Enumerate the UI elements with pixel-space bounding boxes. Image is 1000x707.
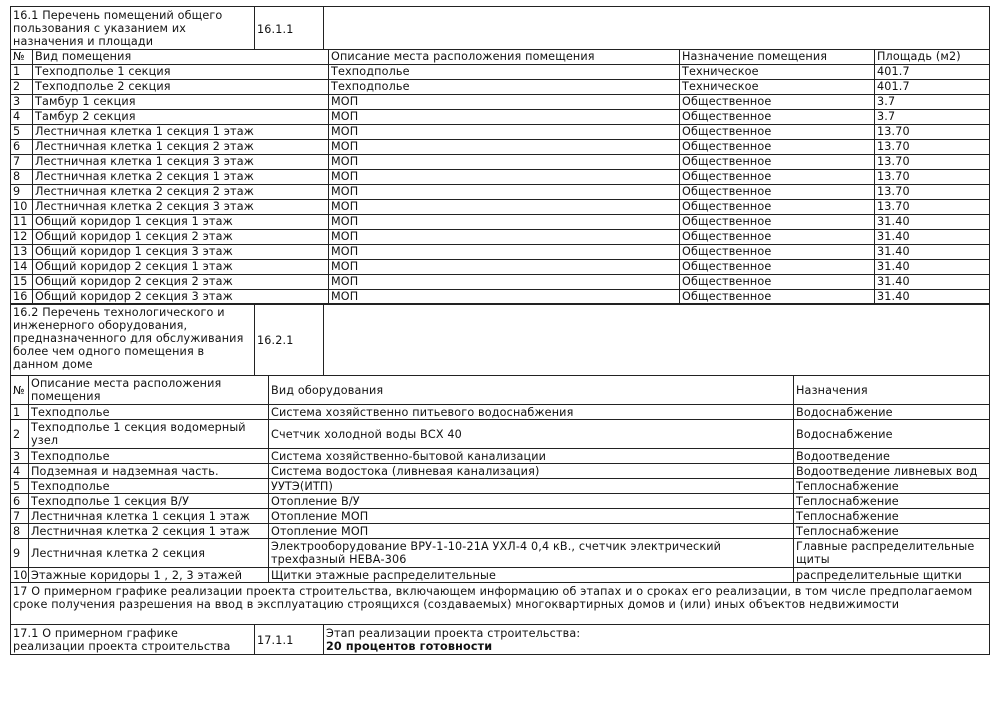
section-17-1 bbox=[10, 624, 990, 655]
room-area: 13.70 bbox=[875, 139, 990, 154]
room-location: МОП bbox=[329, 169, 680, 184]
col-header-location: Описание места расположения помещения bbox=[329, 49, 680, 64]
col-header-number: № bbox=[11, 376, 29, 405]
room-area: 13.70 bbox=[875, 184, 990, 199]
equipment-row bbox=[11, 494, 990, 509]
room-number: 11 bbox=[11, 214, 33, 229]
equipment-number: 1 bbox=[11, 405, 29, 420]
room-location: МОП bbox=[329, 274, 680, 289]
section-16-2-value bbox=[324, 304, 990, 376]
section-16-1-header bbox=[10, 6, 990, 50]
room-room-type: Лестничная клетка 1 секция 2 этаж bbox=[33, 139, 329, 154]
room-row bbox=[11, 214, 990, 229]
room-row bbox=[11, 79, 990, 94]
equipment-table-header bbox=[11, 376, 990, 405]
room-number: 15 bbox=[11, 274, 33, 289]
equipment-location: Лестничная клетка 2 секция bbox=[29, 539, 269, 568]
room-purpose: Общественное bbox=[680, 169, 875, 184]
room-purpose: Общественное bbox=[680, 94, 875, 109]
equipment-equipment-type: Система водостока (ливневая канализация) bbox=[269, 464, 794, 479]
room-row bbox=[11, 94, 990, 109]
room-row bbox=[11, 124, 990, 139]
room-purpose: Техническое bbox=[680, 64, 875, 79]
room-location: МОП bbox=[329, 229, 680, 244]
room-location: МОП bbox=[329, 154, 680, 169]
room-number: 9 bbox=[11, 184, 33, 199]
room-row bbox=[11, 259, 990, 274]
equipment-row bbox=[11, 509, 990, 524]
equipment-location: Лестничная клетка 1 секция 1 этаж bbox=[29, 509, 269, 524]
room-room-type: Лестничная клетка 1 секция 3 этаж bbox=[33, 154, 329, 169]
equipment-purpose: Водоотведение ливневых вод bbox=[794, 464, 990, 479]
room-purpose: Общественное bbox=[680, 109, 875, 124]
room-location: МОП bbox=[329, 244, 680, 259]
room-purpose: Общественное bbox=[680, 184, 875, 199]
room-number: 4 bbox=[11, 109, 33, 124]
room-row bbox=[11, 199, 990, 214]
room-number: 7 bbox=[11, 154, 33, 169]
room-location: МОП bbox=[329, 199, 680, 214]
room-number: 13 bbox=[11, 244, 33, 259]
room-location: МОП bbox=[329, 214, 680, 229]
room-area: 31.40 bbox=[875, 274, 990, 289]
equipment-equipment-type: УУТЭ(ИТП) bbox=[269, 479, 794, 494]
equipment-number: 3 bbox=[11, 449, 29, 464]
room-room-type: Лестничная клетка 1 секция 1 этаж bbox=[33, 124, 329, 139]
room-room-type: Лестничная клетка 2 секция 1 этаж bbox=[33, 169, 329, 184]
equipment-purpose: Теплоснабжение bbox=[794, 509, 990, 524]
room-row bbox=[11, 64, 990, 79]
equipment-number: 5 bbox=[11, 479, 29, 494]
equipment-location: Техподполье bbox=[29, 479, 269, 494]
section-16-1-title: 16.1 Перечень помещений общего пользования с указанием их назначения и площади bbox=[11, 7, 255, 50]
room-area: 13.70 bbox=[875, 154, 990, 169]
room-purpose: Общественное bbox=[680, 244, 875, 259]
room-purpose: Общественное bbox=[680, 259, 875, 274]
section-17 bbox=[10, 582, 990, 625]
disclosure-document bbox=[10, 6, 990, 655]
col-header-equipment-type: Вид оборудования bbox=[269, 376, 794, 405]
equipment-number: 9 bbox=[11, 539, 29, 568]
equipment-location: Этажные коридоры 1 , 2, 3 этажей bbox=[29, 568, 269, 583]
room-number: 1 bbox=[11, 64, 33, 79]
equipment-row bbox=[11, 449, 990, 464]
room-purpose: Общественное bbox=[680, 229, 875, 244]
equipment-row bbox=[11, 464, 990, 479]
equipment-purpose: Теплоснабжение bbox=[794, 524, 990, 539]
equipment-equipment-type: Отопление МОП bbox=[269, 524, 794, 539]
equipment-number: 8 bbox=[11, 524, 29, 539]
room-number: 12 bbox=[11, 229, 33, 244]
col-header-number: № bbox=[11, 49, 33, 64]
room-area: 13.70 bbox=[875, 199, 990, 214]
section-16-2-code: 16.2.1 bbox=[255, 304, 324, 376]
rooms-table-header bbox=[11, 49, 990, 64]
room-row bbox=[11, 109, 990, 124]
room-area: 31.40 bbox=[875, 259, 990, 274]
room-area: 401.7 bbox=[875, 79, 990, 94]
equipment-equipment-type: Щитки этажные распределительные bbox=[269, 568, 794, 583]
room-area: 31.40 bbox=[875, 214, 990, 229]
room-location: МОП bbox=[329, 259, 680, 274]
section-17-1-code: 17.1.1 bbox=[255, 624, 324, 654]
room-room-type: Общий коридор 1 секция 3 этаж bbox=[33, 244, 329, 259]
col-header-area: Площадь (м2) bbox=[875, 49, 990, 64]
room-purpose: Общественное bbox=[680, 199, 875, 214]
equipment-location: Лестничная клетка 2 секция 1 этаж bbox=[29, 524, 269, 539]
equipment-row bbox=[11, 524, 990, 539]
equipment-location: Техподполье 1 секция В/У bbox=[29, 494, 269, 509]
section-16-2-title: 16.2 Перечень технологического и инженерного оборудования, предназначенного для обслуживания более чем одного помещения в данном доме bbox=[11, 304, 255, 376]
room-area: 31.40 bbox=[875, 289, 990, 304]
room-area: 13.70 bbox=[875, 169, 990, 184]
room-row bbox=[11, 274, 990, 289]
room-area: 31.40 bbox=[875, 244, 990, 259]
equipment-number: 6 bbox=[11, 494, 29, 509]
room-room-type: Техподполье 1 секция bbox=[33, 64, 329, 79]
room-room-type: Тамбур 1 секция bbox=[33, 94, 329, 109]
equipment-row bbox=[11, 405, 990, 420]
room-row bbox=[11, 289, 990, 304]
room-row bbox=[11, 139, 990, 154]
room-number: 5 bbox=[11, 124, 33, 139]
equipment-purpose: распределительные щитки bbox=[794, 568, 990, 583]
room-purpose: Техническое bbox=[680, 79, 875, 94]
room-area: 31.40 bbox=[875, 229, 990, 244]
equipment-equipment-type: Отопление МОП bbox=[269, 509, 794, 524]
rooms-table bbox=[10, 49, 990, 305]
room-room-type: Общий коридор 2 секция 2 этаж bbox=[33, 274, 329, 289]
equipment-purpose: Водоснабжение bbox=[794, 405, 990, 420]
room-room-type: Тамбур 2 секция bbox=[33, 109, 329, 124]
equipment-number: 2 bbox=[11, 420, 29, 449]
room-number: 6 bbox=[11, 139, 33, 154]
equipment-purpose: Главные распределительные щиты bbox=[794, 539, 990, 568]
equipment-row bbox=[11, 420, 990, 449]
col-header-location: Описание места расположения помещения bbox=[29, 376, 269, 405]
equipment-purpose: Водоотведение bbox=[794, 449, 990, 464]
room-room-type: Общий коридор 2 секция 1 этаж bbox=[33, 259, 329, 274]
room-number: 16 bbox=[11, 289, 33, 304]
equipment-row bbox=[11, 539, 990, 568]
room-room-type: Техподполье 2 секция bbox=[33, 79, 329, 94]
room-room-type: Общий коридор 1 секция 1 этаж bbox=[33, 214, 329, 229]
section-16-1-value bbox=[324, 7, 990, 50]
room-room-type: Общий коридор 2 секция 3 этаж bbox=[33, 289, 329, 304]
room-purpose: Общественное bbox=[680, 154, 875, 169]
equipment-equipment-type: Система хозяйственно-бытовой канализации bbox=[269, 449, 794, 464]
equipment-row bbox=[11, 568, 990, 583]
room-number: 2 bbox=[11, 79, 33, 94]
stage-value: 20 процентов готовности bbox=[326, 639, 493, 653]
equipment-equipment-type: Отопление В/У bbox=[269, 494, 794, 509]
room-location: МОП bbox=[329, 124, 680, 139]
room-row bbox=[11, 169, 990, 184]
col-header-room-type: Вид помещения bbox=[33, 49, 329, 64]
section-17-title: 17 О примерном графике реализации проекта строительства, включающем информацию об этапах и о сроках его реализации, в том числе предполагаемом сроке получения разрешения на ввод в эксплуатацию строящихся (создаваемых) многоквартирных домов и (или) иных объектов недвижимости bbox=[11, 582, 990, 624]
equipment-equipment-type: Система хозяйственно питьевого водоснабжения bbox=[269, 405, 794, 420]
room-row bbox=[11, 154, 990, 169]
equipment-purpose: Теплоснабжение bbox=[794, 479, 990, 494]
room-purpose: Общественное bbox=[680, 289, 875, 304]
room-purpose: Общественное bbox=[680, 214, 875, 229]
section-16-2-header bbox=[10, 303, 990, 376]
room-area: 13.70 bbox=[875, 124, 990, 139]
col-header-purpose: Назначения bbox=[794, 376, 990, 405]
room-location: Техподполье bbox=[329, 79, 680, 94]
room-location: МОП bbox=[329, 184, 680, 199]
equipment-purpose: Водоснабжение bbox=[794, 420, 990, 449]
equipment-location: Техподполье 1 секция водомерный узел bbox=[29, 420, 269, 449]
stage-label: Этап реализации проекта строительства: bbox=[326, 626, 581, 640]
room-number: 14 bbox=[11, 259, 33, 274]
room-location: МОП bbox=[329, 139, 680, 154]
equipment-number: 10 bbox=[11, 568, 29, 583]
equipment-purpose: Теплоснабжение bbox=[794, 494, 990, 509]
equipment-number: 7 bbox=[11, 509, 29, 524]
room-area: 401.7 bbox=[875, 64, 990, 79]
room-purpose: Общественное bbox=[680, 139, 875, 154]
equipment-location: Техподполье bbox=[29, 449, 269, 464]
room-room-type: Лестничная клетка 2 секция 2 этаж bbox=[33, 184, 329, 199]
equipment-row bbox=[11, 479, 990, 494]
equipment-table bbox=[10, 375, 990, 583]
equipment-number: 4 bbox=[11, 464, 29, 479]
room-row bbox=[11, 184, 990, 199]
equipment-location: Техподполье bbox=[29, 405, 269, 420]
room-room-type: Лестничная клетка 2 секция 3 этаж bbox=[33, 199, 329, 214]
room-location: МОП bbox=[329, 289, 680, 304]
room-area: 3.7 bbox=[875, 94, 990, 109]
equipment-location: Подземная и надземная часть. bbox=[29, 464, 269, 479]
section-16-1-code: 16.1.1 bbox=[255, 7, 324, 50]
room-location: Техподполье bbox=[329, 64, 680, 79]
col-header-purpose: Назначение помещения bbox=[680, 49, 875, 64]
room-number: 10 bbox=[11, 199, 33, 214]
section-17-1-value bbox=[324, 624, 990, 654]
room-number: 3 bbox=[11, 94, 33, 109]
section-17-1-title: 17.1 О примерном графике реализации проекта строительства bbox=[11, 624, 255, 654]
room-purpose: Общественное bbox=[680, 274, 875, 289]
room-row bbox=[11, 244, 990, 259]
room-area: 3.7 bbox=[875, 109, 990, 124]
room-row bbox=[11, 229, 990, 244]
room-location: МОП bbox=[329, 94, 680, 109]
equipment-equipment-type: Электрооборудование ВРУ-1-10-21А УХЛ-4 0,4 кВ., счетчик электрический трехфазный НЕВА-306 bbox=[269, 539, 794, 568]
room-number: 8 bbox=[11, 169, 33, 184]
equipment-equipment-type: Счетчик холодной воды ВСХ 40 bbox=[269, 420, 794, 449]
room-location: МОП bbox=[329, 109, 680, 124]
room-purpose: Общественное bbox=[680, 124, 875, 139]
room-room-type: Общий коридор 1 секция 2 этаж bbox=[33, 229, 329, 244]
